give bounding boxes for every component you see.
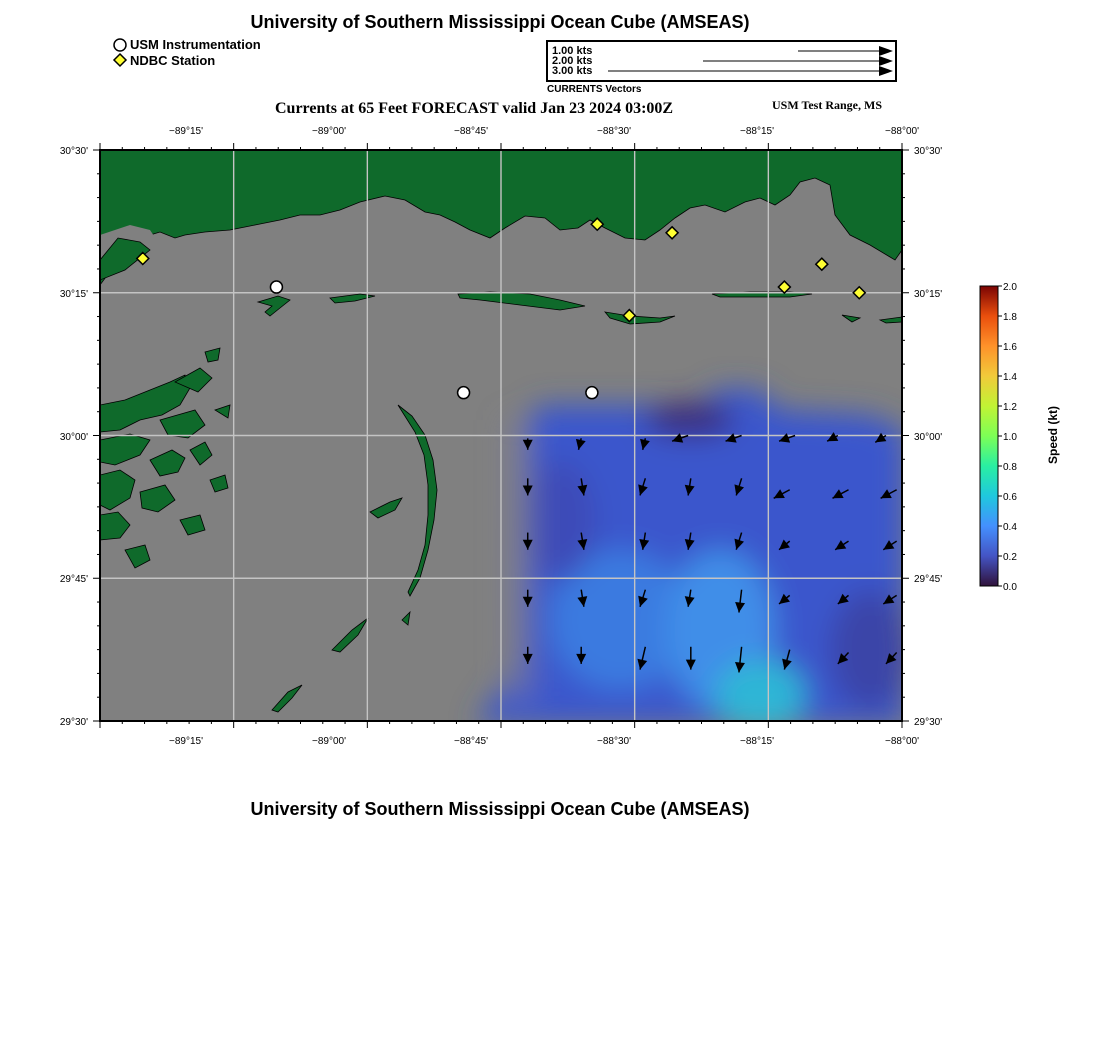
lat-left-label-5: 29°30' (59, 717, 88, 728)
vector-legend-arrow-2 (703, 56, 893, 66)
usm-instrument-icon (114, 39, 126, 51)
lat-left-label-2: 30°15' (59, 289, 88, 300)
lat-left-label-4: 29°45' (59, 574, 88, 585)
lon-top-label-4: −88°30' (597, 126, 631, 137)
speed-colorbar (970, 278, 1080, 598)
lon-top-label-1: −89°15' (169, 126, 203, 137)
lat-right-label-5: 29°30' (914, 717, 943, 728)
cbar-label-0-2: 0.2 (1003, 552, 1017, 563)
ndbc-station-icon (114, 54, 126, 66)
page-title: University of Southern Mississippi Ocean Cube (AMSEAS) (250, 12, 750, 32)
current-map (0, 120, 1000, 760)
vector-legend-label-1: 1.00 kts (552, 45, 593, 57)
lat-right-label-1: 30°30' (914, 146, 943, 157)
lat-left-label-3: 30°00' (59, 432, 88, 443)
map-subtitle: Currents at 65 Feet FORECAST valid Jan 23 2024 03:00Z (275, 100, 674, 117)
usm-instrument-2 (458, 387, 470, 399)
colorbar-ticks (998, 286, 1002, 586)
lon-top-label-2: −89°00' (312, 126, 346, 137)
lon-bottom-label-4: −88°30' (597, 736, 631, 747)
vector-legend-arrow-3 (608, 66, 893, 76)
cbar-label-1-6: 1.6 (1003, 342, 1017, 353)
cbar-label-1-2: 1.2 (1003, 402, 1017, 413)
cbar-label-0-4: 0.4 (1003, 522, 1017, 533)
usm-legend-label: USM Instrumentation (130, 37, 261, 52)
lon-bottom-label-2: −89°00' (312, 736, 346, 747)
vector-legend-arrows (548, 42, 895, 80)
cbar-label-1-8: 1.8 (1003, 312, 1017, 323)
cbar-label-1-0: 1.0 (1003, 432, 1017, 443)
lon-bottom-label-1: −89°15' (169, 736, 203, 747)
cbar-label-0-0: 0.0 (1003, 582, 1017, 593)
region-label: USM Test Range, MS (772, 98, 883, 112)
legend-symbols (112, 38, 128, 70)
usm-instrument-1 (270, 281, 282, 293)
lon-top-label-6: −88°00' (885, 126, 919, 137)
vector-legend-caption: CURRENTS Vectors (547, 84, 642, 95)
lat-right-label-3: 30°00' (914, 432, 943, 443)
speed-field (475, 388, 910, 730)
colorbar-title-wrap (1043, 360, 1059, 510)
vector-legend-label-3: 3.00 kts (552, 65, 593, 77)
lon-bottom-label-6: −88°00' (885, 736, 919, 747)
cbar-label-0-6: 0.6 (1003, 492, 1017, 503)
lon-bottom-label-3: −88°45' (454, 736, 488, 747)
colorbar-tick-labels (1003, 282, 1017, 593)
colorbar-title-text: Speed (kt) (1046, 406, 1060, 465)
lon-top-label-3: −88°45' (454, 126, 488, 137)
colorbar-gradient (980, 286, 998, 586)
lon-top-label-5: −88°15' (740, 126, 774, 137)
lat-right-label-4: 29°45' (914, 574, 943, 585)
vector-legend-arrow-1 (798, 46, 893, 56)
cbar-label-1-4: 1.4 (1003, 372, 1017, 383)
lat-left-label-1: 30°30' (59, 146, 88, 157)
ndbc-legend-label: NDBC Station (130, 53, 216, 68)
lat-right-label-2: 30°15' (914, 289, 943, 300)
usm-instrument-3 (586, 387, 598, 399)
vector-legend-label-2: 2.00 kts (552, 55, 593, 67)
cbar-label-2-0: 2.0 (1003, 282, 1017, 293)
vector-legend-box (546, 40, 897, 82)
lon-bottom-label-5: −88°15' (740, 736, 774, 747)
footer-title: University of Southern Mississippi Ocean Cube (AMSEAS) (250, 799, 750, 819)
cbar-label-0-8: 0.8 (1003, 462, 1017, 473)
